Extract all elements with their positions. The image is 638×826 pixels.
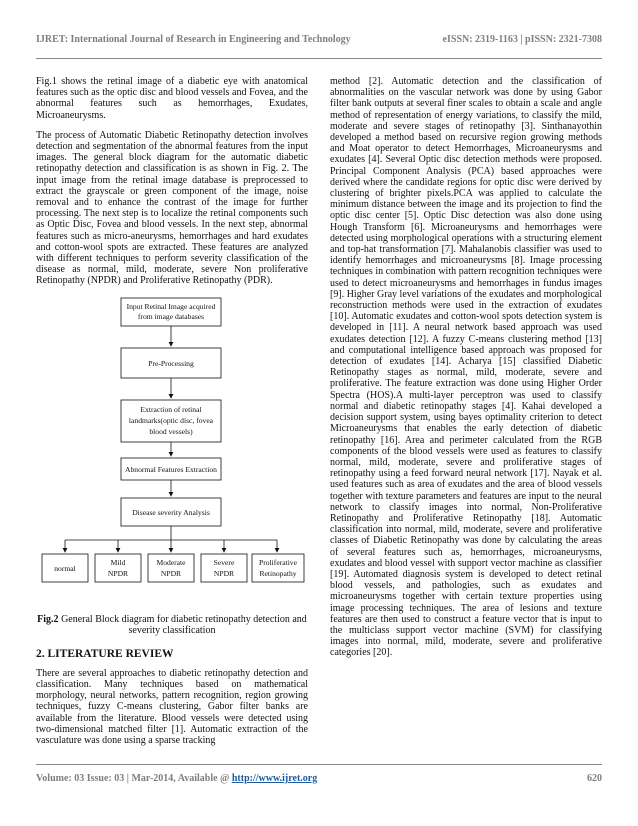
footer-volume xyxy=(36,773,317,784)
class-severe-label-2: NPDR xyxy=(213,568,235,578)
paragraph-literature-intro: There are several approaches to diabetic retinopathy detection and classification. Many techniques based on mathematical morphology, neural networks, pattern recognition, region growing techniques, fuzzy C-means clustering, Gabor filter banks are available from the literature. Blood vessels were detected using two-dimensional matched filter [1]. Automatic extraction of the vasculature was done using a sparse tracking xyxy=(36,667,308,747)
journal-title: IJRET: International Journal of Research in Engineering and Technology xyxy=(36,34,351,45)
paragraph-literature-review: method [2]. Automatic detection and the classification of abnormalities on the vascular network was done by using Gabor filter bank outputs at several finer scales to obtain a scale and angle method of representation of energy variations, to classify the mild, moderate and severe stages of retinopathy [3]. Sinthanayothin developed a method based on recursive region growing methods and Moat operator to detect Hemorrhages, Microaneurysms and exudates [4]. Several Optic disc detection methods were proposed. Principal Component Analysis (PCA) based approaches were derived where the candidate regions for optic disc were derived by clustering of brighter pixels.PCA was applied to calculate the minimum distance between the image and its projection to find the optic disc center [5]. Optic Disc detection was also done using Hough Transform [6]. Microaneurysms and hemorrhages were detected using morphological operations with a structuring element and top-hat transformation [7]. Mahalanobis classifier was used to identify hemorrhages and microaneurysms [8]. Image processing techniques in combination with pattern recognition techniques were used to detect microaneurysms and hemorrhages in fundus images [9]. Higher Gray level variations of the exudates and morphological reconstruction methods were used in the extraction of exudates [10]. Automatic exudates and cotton-wool spots detection system is developed in [11]. A neural network based approach was used exudates detection [12]. A fuzzy C-means clustering method [13] and computational intelligence based approach was proposed for detection of exudates [14]. Acharya [15] classified Diabetic Retinopathy stages as normal, mild, moderate, severe and proliferative. The feature extraction was done using Higher Order Spectra (HOS).A multi-layer perceptron was used to classify normal and diabetic retinopathy stages [4]. Kahai developed a decision support system, using bayes optimality criterion to detect Microaneurysms that enables the early detection of diabetic retinopathy [16]. Area and perimeter calculated from the RGB components of the blood vessels were used as features to classify normal, mild, moderate, severe and proliferative stages of retinopathy using a feed forward neural network [17]. Nayak et al. used features such as area of exudates and the area of blood vessels together with texture parameters and features are input to the neural network to classify images into normal, Non-Proliferative Retinopathy and Proliferative Retinopathy [18]. Automatic classification into normal, mild, moderate, severe and proliferative classes of Diabetic Retinopathy was done by calculating the areas of several features such as, hemorrhages, microaneurysms, exudates and blood vessel with support vector machine as classifier [19]. Automated diagnosis system is developed to detect retinal blood vessels, and pathologies, such as exudates and microaneurysms together with certain texture properties using image processing techniques. The area of lesions and texture features are then used to construct a feature vector that is input to the multiclass support vector machine (SVM) for classifying images into normal, mild, moderate, severe and proliferative categories [20]. xyxy=(330,76,602,659)
class-moderate-label-2: NPDR xyxy=(160,568,182,578)
block-diagram xyxy=(36,296,308,604)
page-footer xyxy=(36,773,602,784)
input-image-label-2: from image databases xyxy=(137,311,205,321)
class-proliferative-label-2: Retinopathy xyxy=(259,568,297,578)
paragraph-process-description: The process of Automatic Diabetic Retinopathy detection involves detection and segmentation of the abnormal features from the input images. The general block diagram for the automatic diabetic retinopathy detection and classification is as shown in Fig. 2. The input image from the retinal image database is preprocessed to extract the grayscale or green component of the image, noise removal and to enhance the contrast of the image for further processing. The next step is to localize the retinal components such as Optic Disc, Fovea and blood vessels. In the next step, abnormal features such as micro-aneurysms, hemorrhages and hard exudates and cotton-wool spots are extracted. These features are analyzed with different techniques to perform severity classification of the disease as normal, mild, moderate, severe Non proliferative Retinopathy (NPDR) and Proliferative Retinopathy (PDR). xyxy=(36,129,308,287)
abnormal-features-label: Abnormal Features Extraction xyxy=(125,464,217,474)
figure-caption-text: General Block diagram for diabetic retinopathy detection and severity classification xyxy=(58,613,307,637)
landmark-label-1: Extraction of retinal xyxy=(140,404,202,414)
section-heading: 2. LITERATURE REVIEW xyxy=(36,647,174,660)
journal-link[interactable]: http://www.ijret.org xyxy=(231,773,318,784)
header-rule xyxy=(36,58,602,59)
page-header xyxy=(36,34,602,45)
paragraph-fig1-description: Fig.1 shows the retinal image of a diabetic eye with anatomical features such as the optic disc and blood vessels and Fovea, and the abnormal features such as hemorrhages, Exudates, Microaneurysms. xyxy=(36,76,308,121)
class-moderate-label-1: Moderate xyxy=(156,557,186,567)
landmark-label-3: blood vessels) xyxy=(149,426,193,436)
issn-text: eISSN: 2319-1163 | pISSN: 2321-7308 xyxy=(442,34,602,45)
footer-rule xyxy=(36,764,602,765)
class-mild-label-1: Mild xyxy=(110,557,126,567)
footer-volume-text: Volume: 03 Issue: 03 | Mar-2014, Available @ xyxy=(36,773,232,784)
class-normal-label: normal xyxy=(54,563,76,573)
input-image-label-1: Input Retinal Image acquired xyxy=(126,301,216,311)
class-mild-label-2: NPDR xyxy=(107,568,129,578)
class-severe-label-1: Severe xyxy=(213,557,235,567)
severity-analysis-label: Disease severity Analysis xyxy=(132,507,210,517)
class-proliferative-label-1: Proliferative xyxy=(259,557,297,567)
page-number: 620 xyxy=(587,773,602,784)
preprocessing-label: Pre-Processing xyxy=(148,358,194,368)
block-diagram-figure xyxy=(36,296,308,604)
figure-caption-label: Fig.2 xyxy=(37,613,59,625)
left-column xyxy=(36,76,308,755)
right-column xyxy=(330,76,602,659)
landmark-label-2: landmarks(optic disc, fovea xyxy=(128,415,214,425)
figure-caption xyxy=(36,614,308,637)
